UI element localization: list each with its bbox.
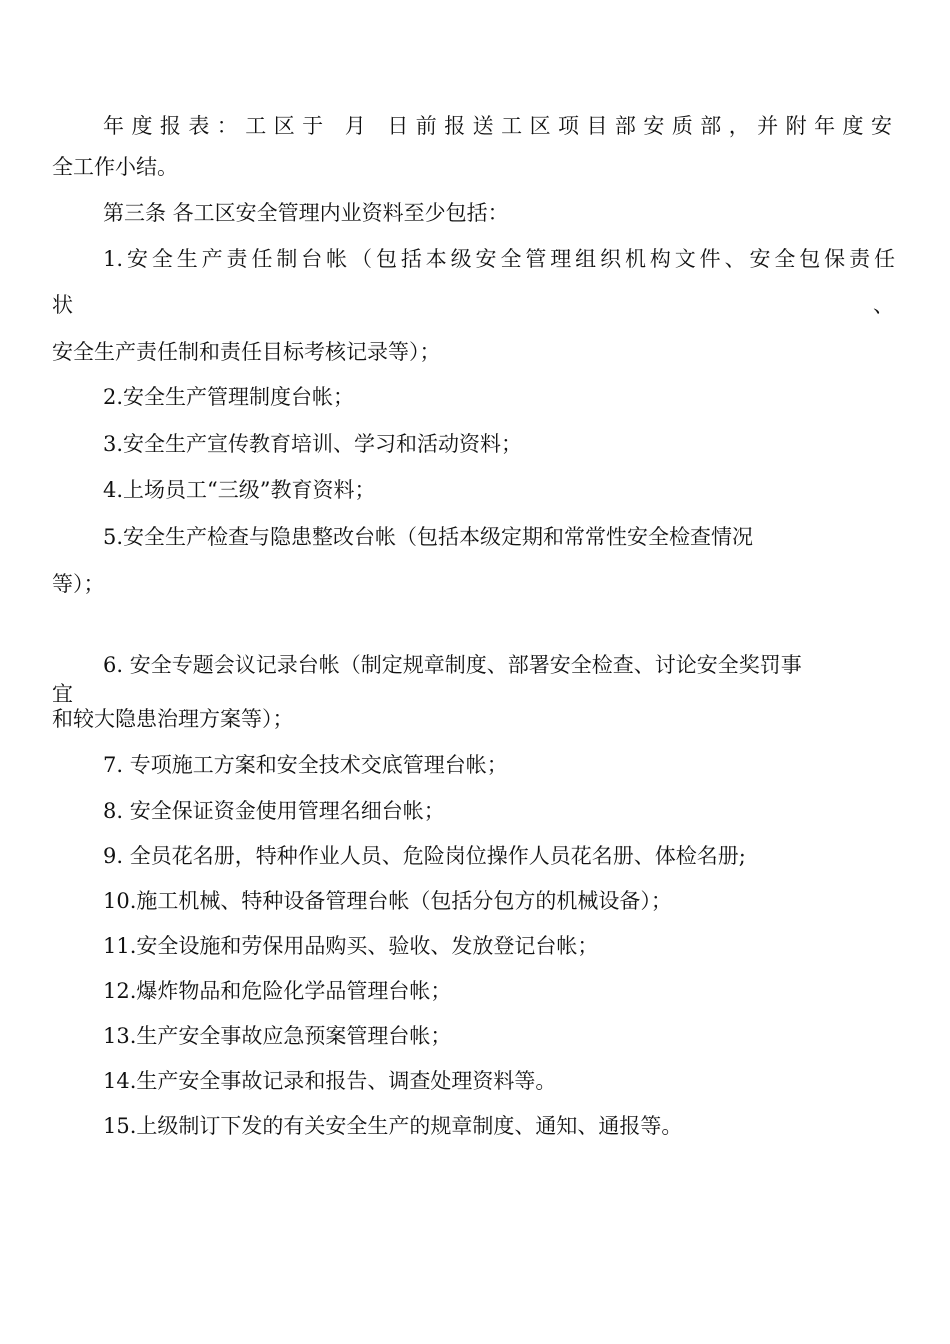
item-1-line-2a: 状 — [52, 293, 73, 317]
item-1-line-2b: 、 — [873, 293, 894, 317]
item-5-line-1: 5.安全生产检查与隐患整改台帐（包括本级定期和常常性安全检查情况 — [103, 525, 754, 549]
annual-report-line-2: 全工作小结。 — [52, 155, 178, 179]
item-15: 15.上级制订下发的有关安全生产的规章制度、通知、通报等。 — [103, 1114, 683, 1138]
item-13: 13.生产安全事故应急预案管理台帐； — [103, 1024, 452, 1048]
item-3: 3.安全生产宣传教育培训、学习和活动资料； — [103, 432, 523, 456]
item-8: 8. 安全保证资金使用管理名细台帐； — [103, 799, 445, 823]
item-6-line-3: 和较大隐患治理方案等）； — [52, 707, 294, 731]
item-4: 4.上场员工“三级”教育资料； — [103, 478, 376, 502]
item-6-line-1: 6. 安全专题会议记录台帐（制定规章制度、部署安全检查、讨论安全奖罚事 — [103, 653, 802, 677]
item-14: 14.生产安全事故记录和报告、调查处理资料等。 — [103, 1069, 557, 1093]
annual-report-line-1: 年度报表：工区于 月 日前报送工区项目部安质部，并附年度安 — [103, 114, 895, 138]
article-heading: 第三条 各工区安全管理内业资料至少包括： — [103, 201, 509, 225]
item-10: 10.施工机械、特种设备管理台帐（包括分包方的机械设备）； — [103, 889, 672, 913]
item-1-line-3: 安全生产责任制和责任目标考核记录等）； — [52, 340, 441, 364]
item-5-line-2: 等）； — [52, 572, 105, 596]
item-12: 12.爆炸物品和危险化学品管理台帐； — [103, 979, 452, 1003]
item-7: 7. 专项施工方案和安全技术交底管理台帐； — [103, 753, 508, 777]
item-2: 2.安全生产管理制度台帐； — [103, 385, 355, 409]
item-11: 11.安全设施和劳保用品购买、验收、发放登记台帐； — [103, 934, 599, 958]
item-9: 9. 全员花名册，特种作业人员、危险岗位操作人员花名册、体检名册; — [103, 844, 746, 868]
item-1-line-1: 1.安全生产责任制台帐（包括本级安全管理组织机构文件、安全包保责任 — [103, 247, 895, 271]
item-6-line-2: 宜 — [52, 682, 73, 706]
